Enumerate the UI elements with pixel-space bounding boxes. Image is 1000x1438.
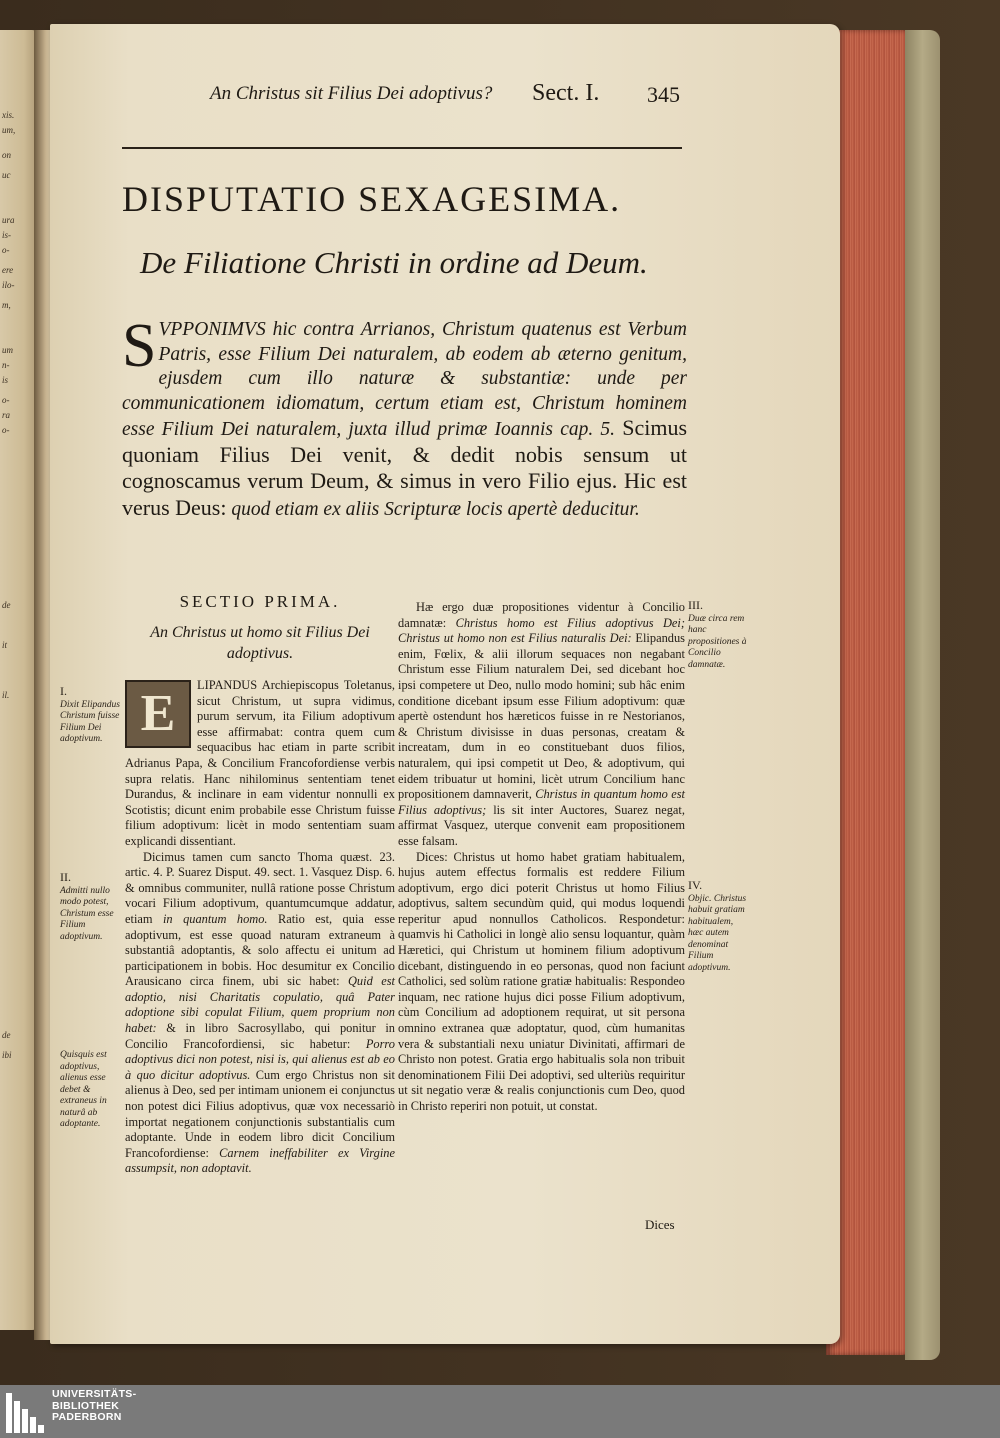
- left-page-fragment: is: [2, 375, 9, 385]
- margin-note-1: [60, 686, 122, 746]
- left-page-fragment: um: [2, 345, 13, 355]
- text-segment: & in libro Sacrosyllabo, qui ponitur in Concilio Francofordiensi, sic habetur:: [125, 1021, 395, 1051]
- text-segment-italic: Christus homo est Filius adoptivus Dei; Christus ut homo non est Filius naturalis Dei:: [398, 615, 685, 646]
- left-page-fragment: xis.: [2, 110, 15, 120]
- left-page-fragment: o-: [2, 395, 10, 405]
- running-head-section: Sect. I.: [532, 80, 600, 106]
- left-page-fragment: ilo-: [2, 280, 15, 290]
- text-segment-italic: Porro adoptivus dici non potest, nisi is, qui alienus est ab eo à quo dicitur adoptivus.: [125, 1036, 395, 1082]
- disputation-subtitle: De Filiatione Christi in ordine ad Deum.: [140, 245, 648, 280]
- text-segment-italic: in quantum homo.: [162, 911, 268, 926]
- margin-note-number: IV.: [688, 878, 703, 892]
- left-page-fragment: n-: [2, 360, 10, 370]
- left-page-fragment: o-: [2, 245, 10, 255]
- left-page-fragment: is-: [2, 230, 11, 240]
- paragraph-propositiones: [398, 600, 685, 850]
- intro-closing-text: quod etiam ex aliis Scripturæ locis apertè deducitur.: [231, 498, 640, 520]
- left-page-fragment: ura: [2, 215, 15, 225]
- library-name: [52, 1389, 136, 1424]
- text-segment-italic: Carnem ineffabiliter ex Virgine assumpsit, non adoptavit.: [125, 1145, 395, 1176]
- intro-roman-text: Scimus quoniam Filius Dei venit, & dedit nobis sensum ut cognoscamus verum Deum, & simus in vero Filio ejus. Hic est verus Deus:: [122, 415, 688, 520]
- left-page-fragment: um,: [2, 125, 16, 135]
- paragraph-dices: Dices: Christus ut homo habet gratiam habitualem, hujus autem effectus formalis est reddere Filium adoptivum, ergo dici poterit Christus ut homo Filius adoptivus, saltem secundùm quid, qui modus loquendi reperitur apud nonnullos Catholicos. Respondetur: quamvis hi Catholici in longè alio sensu loquantur, quàm Hæretici, qui Christum ut hominem filium adoptivum dicebant, distinguendo in eo personas, quod non faciunt Catholici, sed solùm ratione gratiæ habitualis: Respondeo inquam, nec ratione hujus dici posse Filium adoptivum, cùm Concilium ad adoptionem requirat, ut sit persona omnino extranea quæ adoptatur, quod, cùm humanitas vera & substantiali nexu uniatur Divinitati, affirmari de Christo non potest. Gratia ergo habitualis sola non tribuit denominationem Filii Dei adoptivi, sed ulteriùs requiritur ut sit negatio veræ & realis conjunctionis cum Deo, quod in Christo reperiri non potuit, ut constat.: [398, 849, 685, 1113]
- text-segment: Elipandus enim, Fœlix, & alii illorum sequaces non negabant Christum esse Filium naturalem Dei, sed dicebant hoc ipsi competere ut Deo, nullo modo homini; sub hâc enim conditione dicebant ipsum esse Filium adoptivum: quæ apertè ostendunt hos hæreticos fuisse in re Nestorianos, & Christum divisisse in duas personas, creatam & increatam, dum in eo constituebant duos filios, naturalem, qui ipsi competit ut Deo, & adoptivum, qui eidem tribuatur ut homini, licèt utrum Concilium hanc propositionem damnaverit,: [398, 631, 685, 802]
- margin-note-text: Objic. Christus habuit gratiam habitualem, hæc autem denominat Filium adoptivum.: [688, 893, 747, 973]
- book-cover-board: [905, 30, 940, 1360]
- text-segment: Dicimus tamen cum sancto Thoma quæst. 23. artic. 4. P. Suarez Disput. 49. sect. 1. Vasquez Disp. 6. & omnibus communiter, nullâ ratione posse Christum vocari Filium adoptivum, quantumcumque addatur, etiam: [125, 849, 395, 926]
- decorated-initial: [125, 680, 191, 748]
- text-segment-italic: Christus in quantum homo est Filius adoptivus;: [398, 787, 686, 817]
- paragraph-elipandus: LIPANDUS Archiepiscopus Toletanus, sicut Christum, ut supra vidimus, purum servum, ita Filium adoptivum esse affirmabat: contra quem cum sequacibus hac etiam in parte scribit Adrianus Papa, & Concilium Francofordiense verbis supra relatis. Hanc nihilominus sententiam tenet Durandus, & inclinare in eam videntur nonnulli ex Scotistis; dicunt enim probabile esse Christum fuisse filium adoptivum: licèt in modo sententiam suam explicandi dissentiant.: [125, 678, 395, 848]
- page-number: 345: [647, 82, 680, 107]
- left-column-body: [125, 678, 395, 1177]
- library-name-line1: UNIVERSITÄTS-: [52, 1388, 137, 1400]
- left-page-fragment: m,: [2, 300, 11, 310]
- left-page-fragment: il.: [2, 690, 10, 700]
- margin-note-3: [60, 1050, 122, 1131]
- left-page-fragment: it: [2, 640, 8, 650]
- section-heading: SECTIO PRIMA.: [179, 592, 341, 611]
- left-page-fragment: o-: [2, 425, 10, 435]
- margin-note-number: I.: [60, 684, 67, 698]
- disputation-title: DISPUTATIO SEXAGESIMA.: [122, 179, 622, 219]
- left-page-fragment: on: [2, 150, 11, 160]
- right-column-body: [398, 600, 685, 1115]
- left-page-fragment: de: [2, 600, 11, 610]
- left-page-fragment: ra: [2, 410, 11, 420]
- drop-cap-s: S: [122, 312, 157, 380]
- decorated-initial-letter: E: [140, 685, 176, 742]
- paragraph-dicimus: [125, 850, 395, 1177]
- text-segment: Ratio est, quia esse adoptivum, est esse quoad naturam extraneum à substantiâ adoptantis, & solo affectu ei unitum ad participationem in bobis. Hoc desumitur ex Concilio Arausicano circa finem, ubi sic habet:: [125, 911, 395, 989]
- margin-note-5: [688, 880, 750, 974]
- right-column: [398, 600, 685, 1115]
- margin-note-4: [688, 600, 750, 671]
- left-page-fragment: ere: [2, 265, 14, 275]
- text-segment: Cum ergo Christus non sit alienus à Deo, sed per intimam unionem ei conjunctus non potest dici Filius adoptivus, quæ vox necessariò importat negationem conjunctionis substantialis cum adoptante. Unde in eodem libro dicit Concilium Francofordiense:: [125, 1067, 395, 1160]
- intro-italic-text: VPPONIMVS hic contra Arrianos, Christum quatenus est Verbum Patris, esse Filium Dei naturalem, ab eodem ab æterno genitum, ejusdem cum illo naturæ & substantiæ: unde per communicationem idiomatum, certum etiam est, Christum hominem esse Filium Dei naturalem, juxta illud primæ Ioannis cap. 5.: [122, 319, 687, 440]
- text-segment: Hæ ergo duæ propositiones videntur à Concilio damnatæ:: [398, 600, 685, 630]
- text-segment-italic: Quid est adoptio, nisi Charitatis copulatio, quâ Pater adoptione sibi copulat Filium, quem proprium non habet:: [125, 974, 395, 1036]
- running-head: [210, 80, 690, 110]
- section-subheading: An Christus ut homo sit Filius Dei adoptivus.: [150, 624, 370, 662]
- left-column: [125, 592, 395, 1177]
- text-segment: lis sit inter Auctores, Suarez negat, affirmat Vasquez, uterque convenit eam propositionem esse falsam.: [398, 802, 685, 848]
- left-page-fragment: ibi: [2, 1050, 12, 1060]
- library-name-line3: PADERBORN: [52, 1411, 122, 1423]
- header-rule: [122, 147, 682, 149]
- left-page-fragment: de: [2, 1030, 11, 1040]
- margin-note-2: [60, 872, 122, 943]
- margin-note-text: Admitti nullo modo potest, Christum esse Filium adoptivum.: [60, 885, 114, 942]
- margin-note-text: Duæ circa rem hanc propositiones à Concilio damnatæ.: [688, 613, 747, 670]
- library-logo-icon: [6, 1393, 46, 1433]
- margin-note-text: Quisquis est adoptivus, alienus esse debet & extraneus in naturâ ab adoptante.: [60, 1050, 107, 1129]
- catchword: Dices: [645, 1217, 675, 1232]
- running-head-title: An Christus sit Filius Dei adoptivus?: [210, 83, 493, 104]
- library-footer: [0, 1385, 1000, 1438]
- left-page-fragment: uc: [2, 170, 11, 180]
- margin-note-text: Dixit Elipandus Christum fuisse Filium Dei adoptivum.: [60, 699, 120, 744]
- margin-note-number: III.: [688, 598, 703, 612]
- intro-paragraph: [122, 312, 688, 522]
- margin-note-number: II.: [60, 870, 71, 884]
- library-name-line2: BIBLIOTHEK: [52, 1399, 120, 1412]
